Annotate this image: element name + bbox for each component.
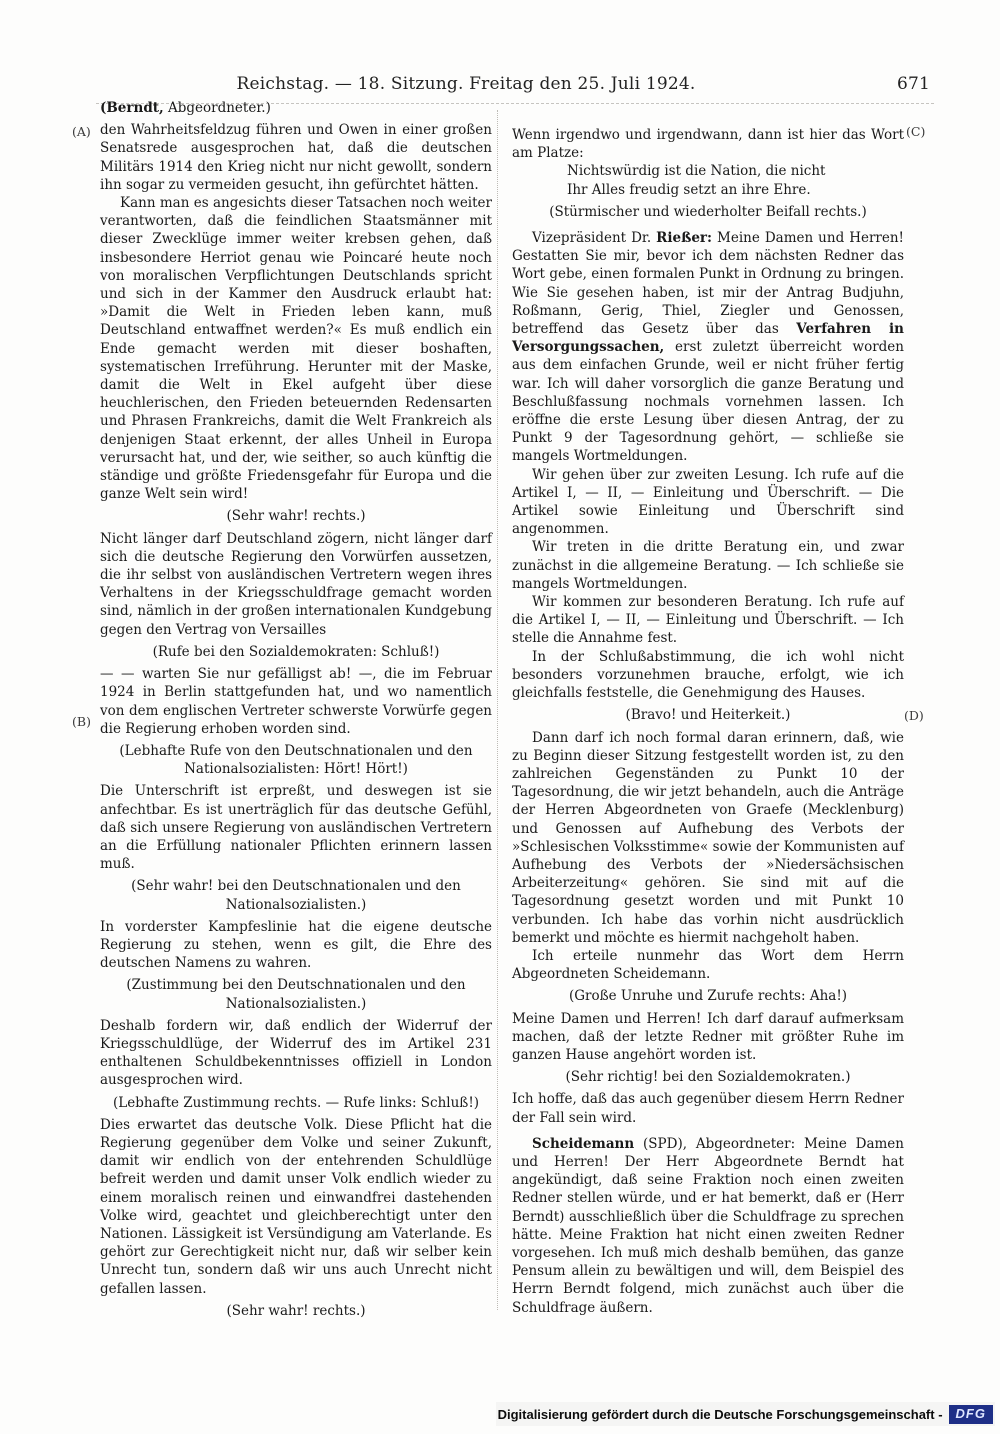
interjection: (Sehr wahr! rechts.) bbox=[226, 1302, 366, 1319]
interjection: (Rufe bei den Sozialdemokraten: Schluß!) bbox=[152, 643, 440, 660]
interjection: (Große Unruhe und Zurufe rechts: Aha!) bbox=[568, 988, 848, 1005]
page-header bbox=[100, 74, 932, 96]
paragraph: Wir gehen über zur zweiten Lesung. Ich rufe auf die Artikel I, — II, — Einleitung und Überschrift. — Die Artikel sowie Einleitung und Überschrift sind angenommen. bbox=[512, 466, 904, 538]
margin-mark-a: (A) bbox=[72, 124, 91, 139]
paragraph: Dann darf ich noch formal daran erinnern, daß, wie zu Beginn dieser Sitzung festgestellt worden ist, zu den zahlreichen Gegenständen zu Punkt 10 der Tagesordnung, die wir jetzt behandeln, auch die Anträge der Herren Abgeordneten von Graefe (Mecklenburg) und Genossen auf Aufhebung des Verbots der »Schlesischen Volksstimme« sowie der Kommunisten auf Aufhebung des Verbots der »Niedersächsischen Arbeiterzeitung« gehören. Sie sind mit auf die Tagesordnung gesetzt worden und mit Punkt 10 verbunden. Ich habe das vorhin nicht ausdrücklich bemerkt und möchte es hiermit nachgeholt haben. bbox=[512, 729, 904, 946]
paragraph: — — warten Sie nur gefälligst ab! —, die im Februar 1924 in Berlin stattgefunden hat, und wo namentlich von dem englischen Vertreter schwerste Vorwürfe gegen die Regierung erhoben worden sind. bbox=[100, 666, 492, 737]
paragraph: Ich hoffe, daß das auch gegenüber diesem Herrn Redner der Fall sein wird. bbox=[512, 1091, 904, 1126]
paragraph: Wir kommen zur besonderen Beratung. Ich rufe auf die Artikel I, — II, — Einleitung und Überschrift. — Ich stelle die Annahme fest. bbox=[512, 594, 904, 647]
interjection: (Bravo! und Heiterkeit.) bbox=[625, 707, 791, 724]
paragraph: Ich erteile nunmehr das Wort dem Herrn Abgeordneten Scheidemann. bbox=[512, 947, 904, 983]
dfg-logo: DFG bbox=[949, 1405, 993, 1424]
paragraph: Deshalb fordern wir, daß endlich der Widerruf der Kriegsschuldlüge, der Widerruf des im Artikel 231 enthaltenen Schuldbekenntnisses offiziell in London ausgesprochen wird. bbox=[100, 1017, 492, 1089]
paragraph: Die Unterschrift ist erpreßt, und deswegen ist sie anfechtbar. Es ist unerträglich für das deutsche Gefühl, daß sich unsere Regierung von ausländischen Vertretern an die Erfüllung nationaler Pflichten erinnern lassen muß. bbox=[100, 783, 492, 873]
paragraph: Meine Damen und Herren! Ich darf darauf aufmerksam machen, daß der letzte Redner mit größter Ruhe im ganzen Hause angehört worden ist. bbox=[512, 1010, 904, 1063]
interjection: (Zustimmung bei den Deutschnationalen und den Nationalsozialisten.) bbox=[126, 977, 466, 1012]
footer-credit-text: Digitalisierung gefördert durch die Deutsche Forschungsgemeinschaft - bbox=[497, 1406, 943, 1422]
interjection: (Stürmischer und wiederholter Beifall rechts.) bbox=[549, 203, 867, 220]
paragraph: Wenn irgendwo und irgendwann, dann ist hier das Wort am Platze: bbox=[512, 127, 904, 162]
page-number: 671 bbox=[896, 74, 930, 94]
paragraph: Scheidemann (SPD), Abgeordneter: Meine Damen und Herren! Der Herr Abgeordnete Berndt hat angekündigt, daß seine Fraktion noch einen zweiten Redner stellen würde, und er hat bemerkt, daß er (Herr Berndt) ausschließlich über die Schuldfrage zu sprechen hätte. Meine Fraktion hat nicht einen zweiten Redner vorgesehen. Ich muß mich deshalb bemühen, das ganze Pensum allein zu bewältigen und will, dem Beispiel des Herrn Berndt folgend, mich zunächst auch über die Schuldfrage äußern. bbox=[512, 1135, 904, 1316]
paragraph: Nicht länger darf Deutschland zögern, nicht länger darf sich die deutsche Regierung den Vorwürfen aussetzen, die ihr selbst von ausländischen Vertretern wegen ihres Verhaltens in der Kriegsschuldfrage gemacht worden sind, nämlich in der großen internationalen Kundgebung gegen den Vertrag von Versailles bbox=[100, 530, 492, 638]
interjection: (Lebhafte Rufe von den Deutschnationalen und den Nationalsozialisten: Hört! Hört!) bbox=[119, 742, 473, 778]
column-divider bbox=[497, 110, 498, 1310]
paragraph: Dies erwartet das deutsche Volk. Diese Pflicht hat die Regierung gegenüber dem Volke und seiner Zukunft, damit wir endlich von der entehrenden Schuldlüge befreit werden und damit unser Volk endlich wieder zu einem moralisch reinen und einwandfrei dastehenden Volke wird, geachtet und gleichberechtigt unter den Nationen. Lässigkeit ist Versündigung am Vaterlande. Es gehört zur Gerechtigkeit nicht nur, daß wir selber kein Unrecht tun, sondern daß wir uns auch Unrecht nicht gefallen lassen. bbox=[100, 1116, 492, 1297]
interjection: (Sehr richtig! bei den Sozialdemokraten.) bbox=[565, 1069, 851, 1086]
header-title: Reichstag. — 18. Sitzung. Freitag den 25. Juli 1924. bbox=[236, 74, 696, 94]
interjection: (Lebhafte Zustimmung rechts. — Rufe links: Schluß!) bbox=[112, 1094, 480, 1111]
verse-quote: Nichtswürdig ist die Nation, die nicht Ihr Alles freudig setzt an ihre Ehre. bbox=[567, 163, 826, 198]
paragraph: Vizepräsident Dr. Rießer: Meine Damen und Herren! Gestatten Sie mir, bevor ich dem nächsten Redner das Wort gebe, einen formalen Punkt in Ordnung zu bringen. Wie Sie gesehen haben, ist mir der Antrag Budjuhn, Roßmann, Gerig, Thiel, Ziegler und Genossen, betreffend das Gesetz über das Verfahren in Versorgungssachen, erst zuletzt überreicht worden aus dem einfachen Grunde, weil er nicht früher fertig war. Ich will daher vorsorglich die ganze Beratung und Beschlußfassung nochmals vornehmen lassen. Ich eröffne die erste Lesung über diesen Antrag, der zu Punkt 9 der Tagesordnung gehört, — schließe sie mangels Wortmeldungen. bbox=[512, 230, 904, 465]
paragraph: Wir treten in die dritte Beratung ein, und zwar zunächst in die allgemeine Beratung. — Ich schließe sie mangels Wortmeldungen. bbox=[512, 539, 904, 592]
column-left bbox=[100, 99, 492, 1324]
margin-mark-d: (D) bbox=[904, 708, 924, 723]
speaker-note: (Berndt, Abgeordneter.) bbox=[100, 100, 271, 116]
column-right bbox=[512, 126, 904, 1317]
interjection: (Sehr wahr! bei den Deutschnationalen und den Nationalsozialisten.) bbox=[131, 878, 461, 913]
paragraph: den Wahrheitsfeldzug führen und Owen in einer großen Senatsrede ausgesprochen hat, daß die deutschen Militärs 1914 den Krieg nicht nur nicht gewollt, sondern ihn sogar zu vermeiden gesucht, ihn gefürchtet hätten. bbox=[100, 122, 492, 193]
footer-credit bbox=[496, 1402, 995, 1426]
paragraph: Kann man es angesichts dieser Tatsachen noch weiter verantworten, daß die feindlichen Staatsmänner mit dieser Zwecklüge immer weiter krebsen gehen, daß insbesondere Herriot genau wie Poincaré heute noch von moralischen Verpflichtungen Deutschlands spricht und sich in der Kammer den Ausdruck erlaubt hat: »Damit die Welt in Frieden leben kann, muß Deutschland entwaffnet werden?« Es muß endlich ein Ende gemacht werden mit dieser boshaften, systematischen Irreführung. Herunter mit der Maske, damit die Welt in Ekel aufgeht über diese heuchlerischen, den Frieden beteuernden Redensarten und Phrasen Frankreichs, damit die Welt Frankreich als denjenigen Staat erkennt, der alles Unheil in Europa verursacht hat, und der, wie seither, so auch künftig die ständige und größte Friedensgefahr für Europa und die ganze Welt sein wird! bbox=[100, 195, 492, 503]
margin-mark-b: (B) bbox=[72, 714, 91, 729]
paragraph: In vorderster Kampfeslinie hat die eigene deutsche Regierung zu stehen, wenn es gilt, die Ehre des deutschen Namens zu wahren. bbox=[100, 918, 492, 972]
paragraph: In der Schlußabstimmung, die ich wohl nicht besonders vorzunehmen brauche, erfolgt, wie ich gleichfalls feststelle, die Genehmigung des Hauses. bbox=[512, 648, 904, 702]
interjection: (Sehr wahr! rechts.) bbox=[226, 508, 366, 525]
margin-mark-c: (C) bbox=[906, 124, 926, 139]
